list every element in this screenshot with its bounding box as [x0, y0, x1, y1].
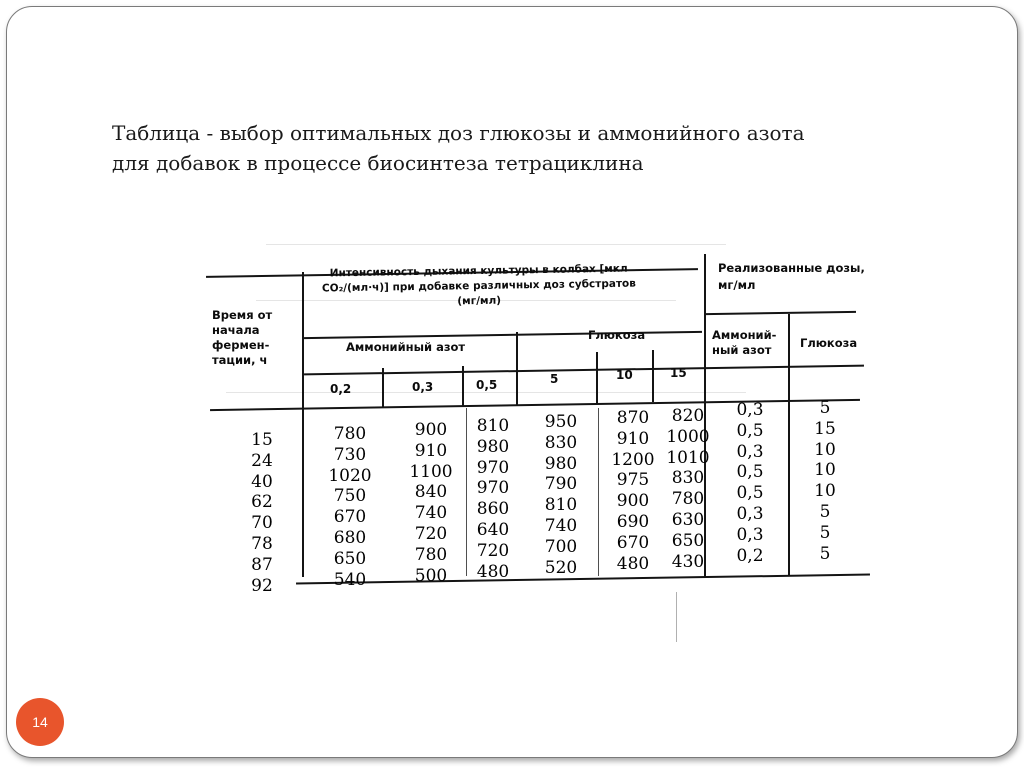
table-cell: 840	[414, 482, 448, 503]
dose-label: 0,2	[330, 382, 352, 396]
table-cell: 730	[333, 444, 367, 465]
table-cell: 780	[414, 544, 448, 565]
scan-artifact	[226, 392, 746, 393]
table-cell: 740	[544, 515, 578, 536]
table-cell: 980	[544, 453, 578, 474]
table-cell: 740	[414, 503, 448, 524]
table-cell: 62	[251, 492, 273, 513]
slide-title	[112, 118, 992, 178]
table-cell: 92	[251, 575, 273, 596]
table-cell: 820	[671, 406, 705, 426]
page-number: 14	[32, 714, 48, 730]
table-cell: 1100	[409, 461, 453, 482]
table-cell: 10	[814, 460, 836, 481]
table-cell: 900	[414, 420, 448, 440]
table-cell: 750	[333, 486, 367, 507]
table-cell: 0,3	[736, 524, 764, 545]
table-cell: 670	[616, 532, 650, 553]
table-cell: 720	[476, 540, 510, 561]
table-cell: 1000	[666, 426, 710, 447]
table-cell: 650	[333, 548, 367, 569]
col-divider	[466, 408, 467, 576]
column-glu-5	[536, 412, 586, 578]
table-cell: 970	[476, 478, 510, 499]
column-time	[242, 430, 282, 596]
table-cell: 1200	[611, 449, 655, 470]
column-real-glu	[810, 398, 840, 564]
glucose-header: Глюкоза	[588, 328, 646, 342]
table-cell: 70	[251, 513, 273, 534]
intensity-header: Интенсивность дыхания культуры в колбах [мкл СО₂/(мл·ч)] при добавке различных доз субстратов (мг/мл)	[321, 262, 636, 308]
column-glu-10	[606, 408, 660, 574]
table-cell: 810	[544, 495, 578, 516]
table-cell: 10	[814, 439, 836, 460]
table-cell: 540	[333, 569, 367, 590]
table-cell: 480	[476, 561, 510, 582]
table-cell: 24	[251, 450, 273, 471]
table-cell: 970	[476, 457, 510, 478]
table-cell: 430	[671, 551, 705, 572]
column-amm-05	[470, 416, 516, 582]
table-cell: 650	[671, 530, 705, 551]
table-cell: 15	[814, 418, 836, 439]
col-divider	[788, 314, 790, 576]
table-cell: 670	[333, 507, 367, 528]
table-cell: 520	[544, 557, 578, 578]
table-cell: 790	[544, 474, 578, 495]
table-cell: 910	[414, 440, 448, 461]
col-divider	[516, 332, 518, 406]
realized-bottom-rule	[706, 311, 856, 315]
table-cell: 870	[616, 408, 650, 428]
col-divider	[652, 350, 654, 402]
table-cell: 900	[616, 491, 650, 512]
table-cell: 780	[333, 424, 367, 444]
realized-glucose-header: Глюкоза	[800, 336, 858, 350]
table-cell: 1020	[328, 465, 372, 486]
dose-label: 5	[550, 372, 559, 386]
col-divider	[462, 366, 464, 406]
table-cell: 0,5	[736, 462, 764, 483]
dose-label: 0,3	[412, 380, 434, 394]
table-cell: 0,3	[736, 441, 764, 462]
col-divider	[382, 368, 384, 408]
table-cell: 78	[251, 533, 273, 554]
scan-artifact	[676, 592, 677, 642]
col-divider	[302, 272, 304, 577]
title-line-1: Таблица - выбор оптимальных доз глюкозы и аммонийного азота	[112, 121, 805, 145]
table-cell: 500	[414, 565, 448, 586]
title-line-2: для добавок в процессе биосинтеза тетрациклина	[112, 151, 644, 175]
table-cell: 5	[819, 522, 831, 543]
table-cell: 640	[476, 519, 510, 540]
table-cell: 87	[251, 554, 273, 575]
column-amm-03	[404, 420, 458, 586]
table-cell: 910	[616, 428, 650, 449]
table-cell: 40	[251, 471, 273, 492]
dose-label: 10	[616, 368, 633, 382]
table-cell: 1010	[666, 447, 710, 468]
column-real-amm	[728, 400, 772, 566]
table-cell: 975	[616, 470, 650, 491]
page-number-badge	[16, 698, 64, 746]
table-cell: 700	[544, 536, 578, 557]
time-header: Время от начала фермен- тации, ч	[212, 308, 273, 367]
table-cell: 5	[819, 501, 831, 522]
dose-label: 15	[670, 366, 687, 380]
table-cell: 980	[476, 436, 510, 457]
table-cell: 690	[616, 511, 650, 532]
table-cell: 0,5	[736, 483, 764, 504]
subgroup-bottom-rule	[304, 365, 864, 375]
table-cell: 720	[414, 523, 448, 544]
column-glu-15	[662, 406, 714, 572]
realized-ammonium-header: Аммоний- ный азот	[712, 328, 777, 357]
dose-label: 0,5	[476, 378, 498, 392]
col-divider	[598, 408, 599, 576]
table-cell: 5	[819, 543, 831, 564]
column-amm-02	[324, 424, 376, 590]
table-cell: 0,5	[736, 420, 764, 441]
table-cell: 10	[814, 481, 836, 502]
col-divider	[596, 352, 598, 404]
table-cell: 0,3	[736, 400, 764, 420]
table-cell: 0,3	[736, 503, 764, 524]
ammonium-header: Аммонийный азот	[346, 340, 466, 354]
scanned-table	[196, 232, 876, 642]
table-cell: 780	[671, 489, 705, 510]
table-cell: 830	[544, 432, 578, 453]
table-cell: 680	[333, 527, 367, 548]
realized-header: Реализованные дозы, мг/мл	[718, 261, 865, 292]
table-cell: 480	[616, 553, 650, 574]
table-cell: 0,2	[736, 545, 764, 566]
table-cell: 810	[476, 416, 510, 436]
scan-artifact	[266, 244, 726, 245]
table-cell: 630	[671, 509, 705, 530]
table-cell: 15	[251, 430, 273, 450]
table-cell: 5	[819, 398, 831, 418]
table-cell: 830	[671, 468, 705, 489]
table-cell: 860	[476, 499, 510, 520]
table-cell: 950	[544, 412, 578, 432]
